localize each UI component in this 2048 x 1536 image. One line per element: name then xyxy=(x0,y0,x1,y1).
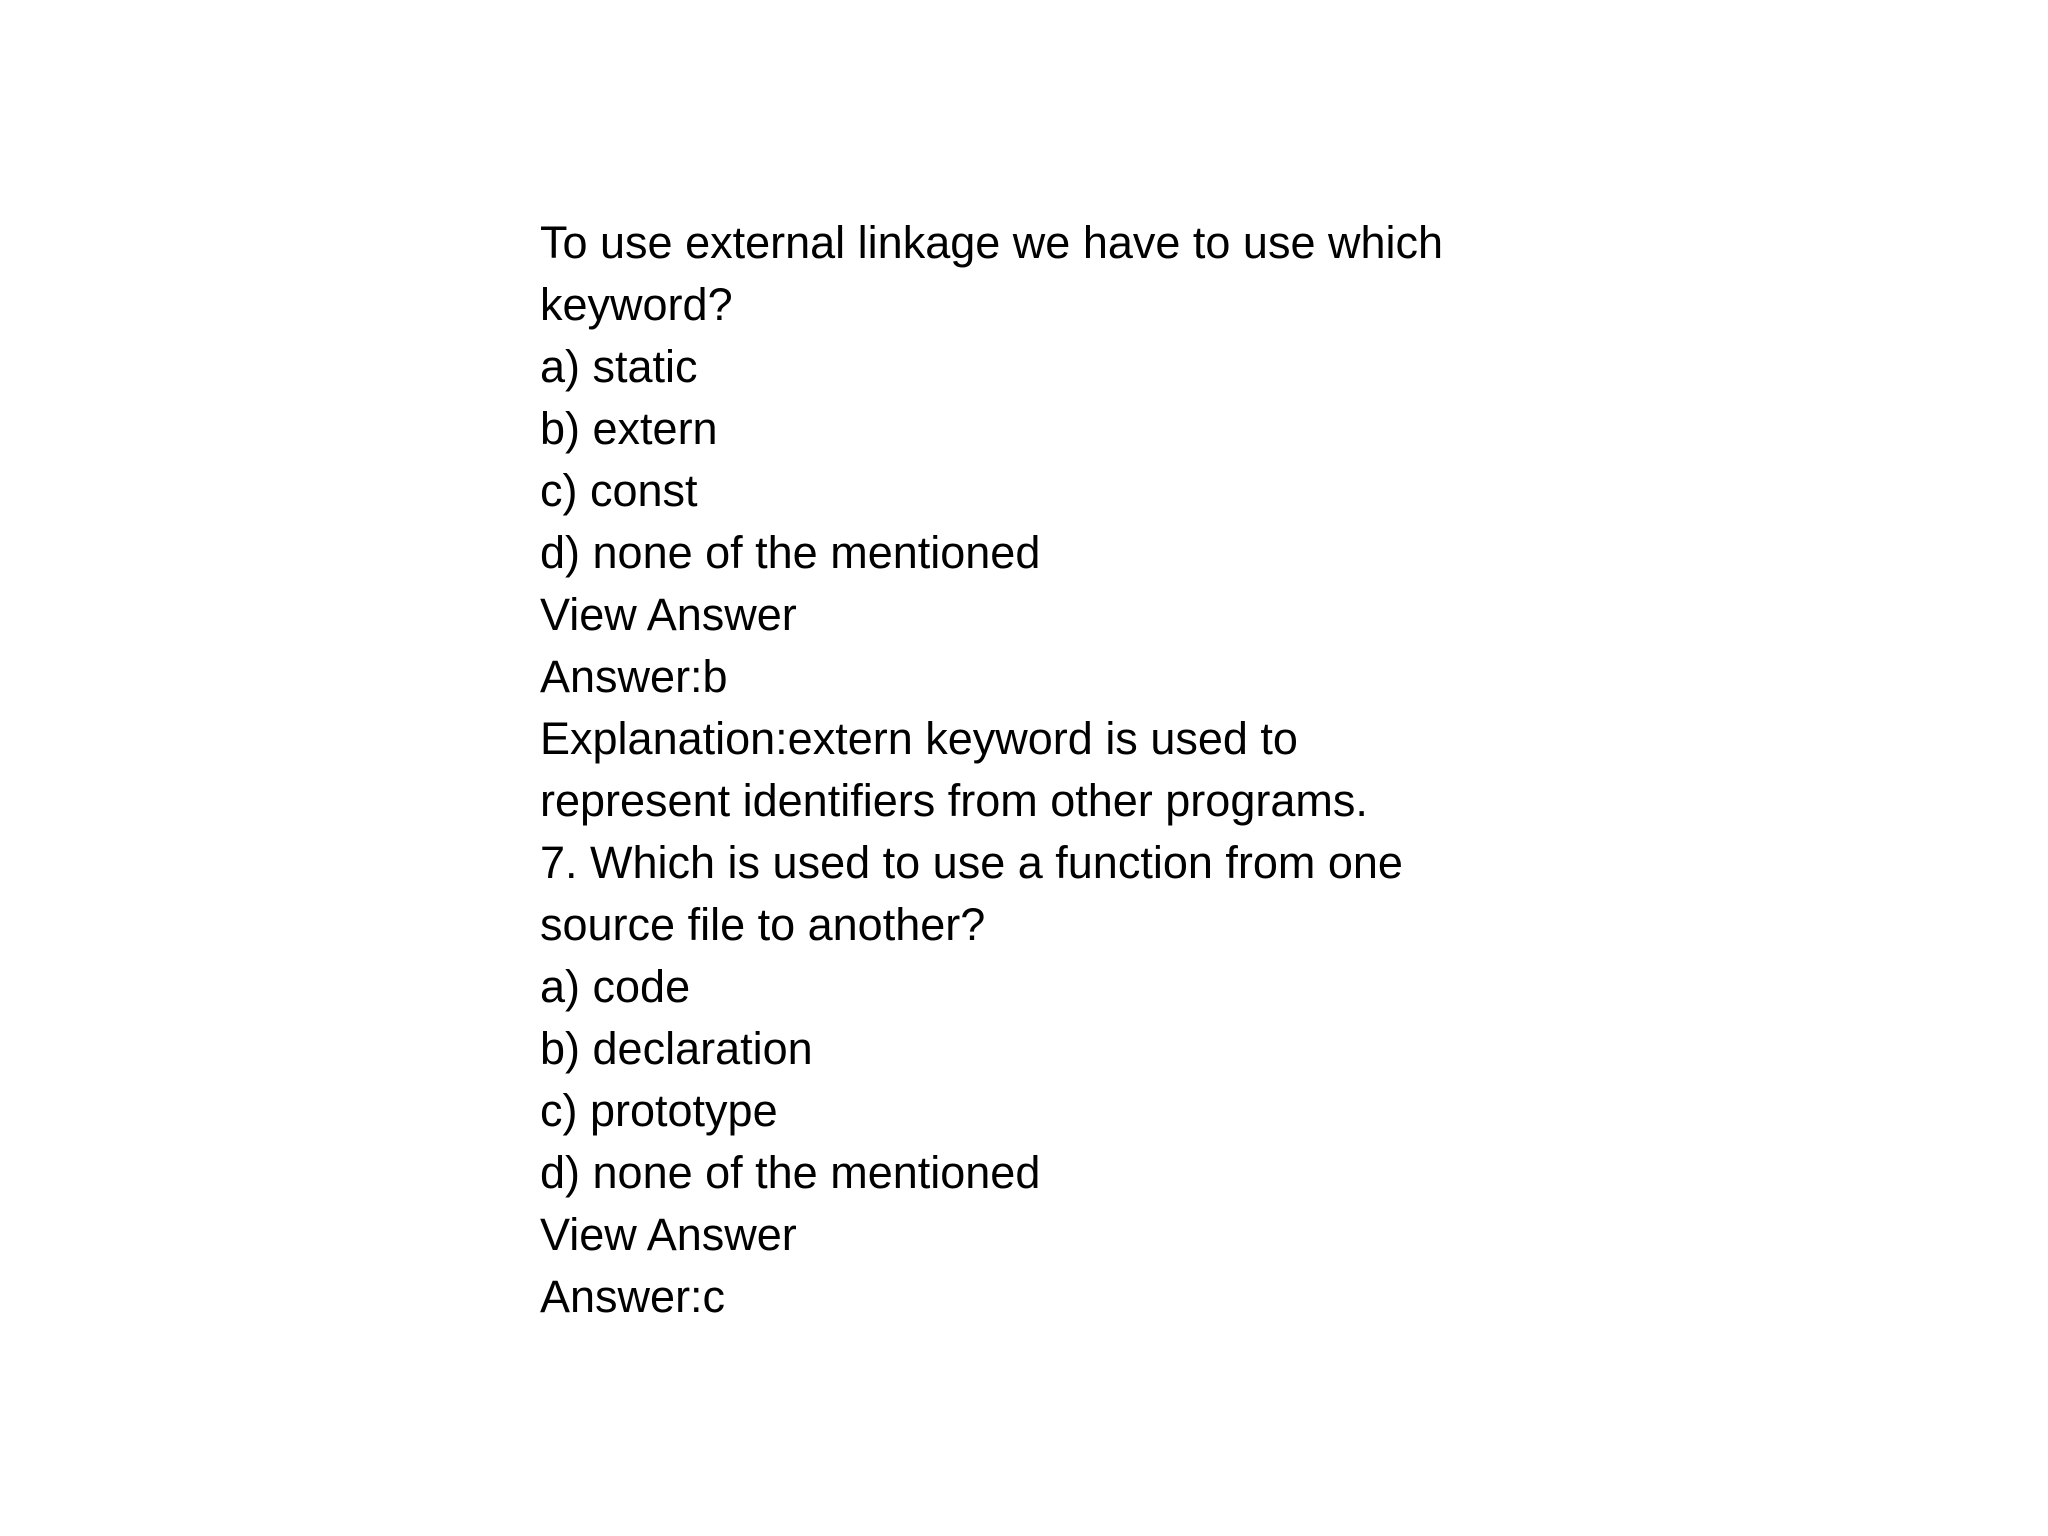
question-7-view-answer: View Answer xyxy=(540,1209,797,1260)
question-6-view-answer: View Answer xyxy=(540,589,797,640)
question-7-option-b: b) declaration xyxy=(540,1023,813,1074)
question-7-option-c: c) prototype xyxy=(540,1085,778,1136)
question-7-answer: Answer:c xyxy=(540,1271,726,1322)
question-6-option-d: d) none of the mentioned xyxy=(540,527,1041,578)
question-6-option-c: c) const xyxy=(540,465,698,516)
question-6-explanation-line-2: represent identifiers from other programs. xyxy=(540,775,1368,826)
question-6-option-b: b) extern xyxy=(540,403,718,454)
question-7-text-line-1: 7. Which is used to use a function from one xyxy=(540,837,1403,888)
question-6-option-a: a) static xyxy=(540,341,698,392)
question-6-text-line-1: To use external linkage we have to use which xyxy=(540,217,1444,268)
quiz-text-block xyxy=(540,212,1540,1328)
question-7-option-d: d) none of the mentioned xyxy=(540,1147,1041,1198)
question-6-answer: Answer:b xyxy=(540,651,728,702)
question-6-explanation-line-1: Explanation:extern keyword is used to xyxy=(540,713,1298,764)
question-6-text-line-2: keyword? xyxy=(540,279,733,330)
question-7-option-a: a) code xyxy=(540,961,691,1012)
question-7-text-line-2: source file to another? xyxy=(540,899,986,950)
